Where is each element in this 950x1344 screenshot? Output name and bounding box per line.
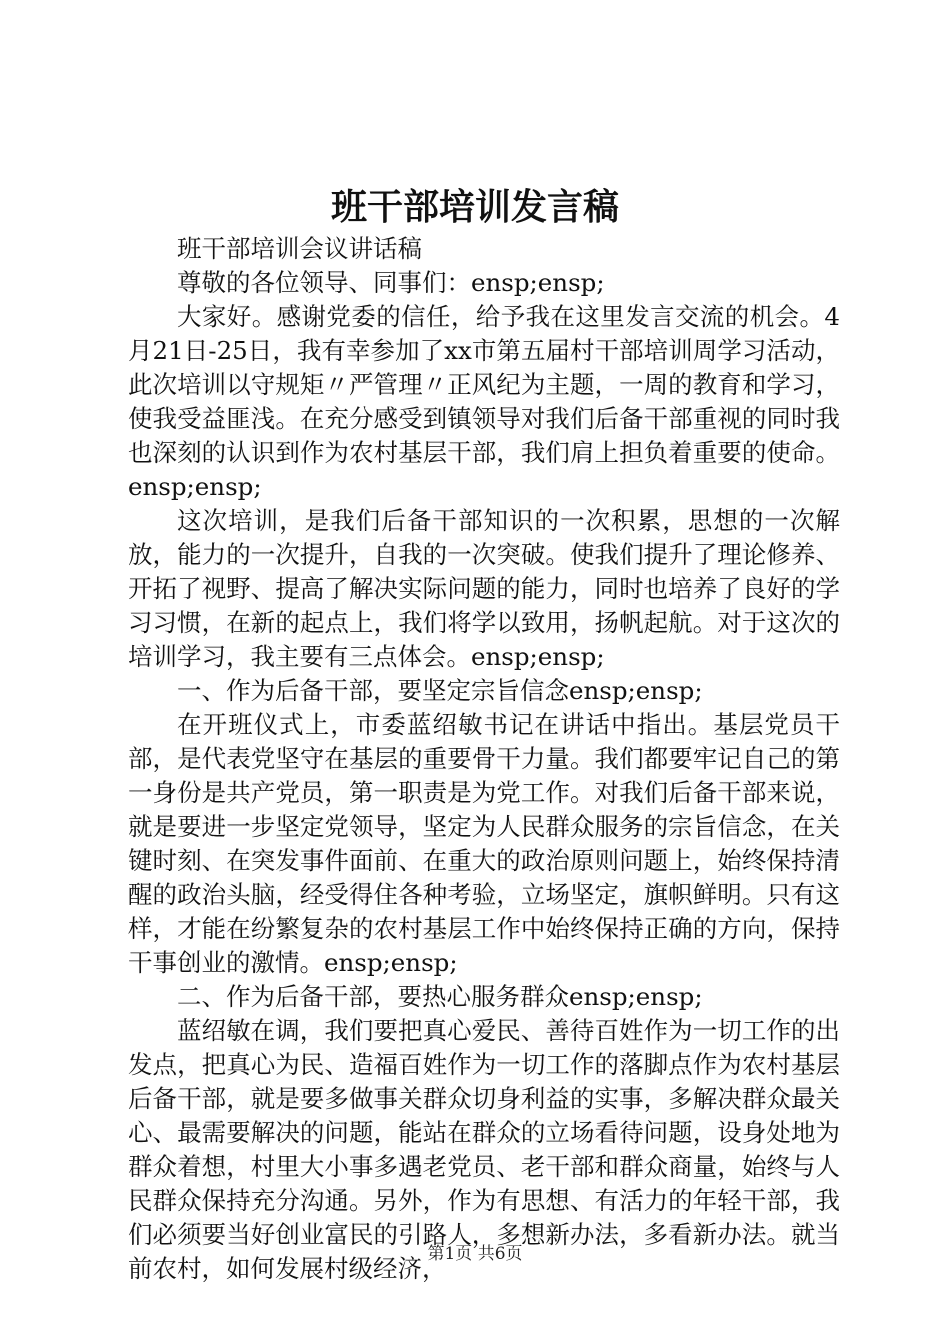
heading-point-one: 一、作为后备干部，要坚定宗旨信念ensp;ensp; bbox=[177, 676, 703, 705]
heading-point-two: 二、作为后备干部，要热心服务群众ensp;ensp; bbox=[177, 982, 703, 1011]
paragraph-intro: 大家好。感谢党委的信任，给予我在这里发言交流的机会。4月21日-25日，我有幸参加了xx市第五届村干部培训周学习活动，此次培训以守规矩〃严管理〃正风纪为主题，一周的教育和学习，使我受益匪浅。在充分感受到镇领导对我们后备干部重视的同时我也深刻的认识到作为农村基层干部，我们肩上担负着重要的使命。ensp;ensp; bbox=[128, 302, 840, 501]
paragraph-point-one: 在开班仪式上，市委蓝绍敏书记在讲话中指出。基层党员干部，是代表党坚守在基层的重要骨干力量。我们都要牢记自己的第一身份是共产党员，第一职责是为党工作。对我们后备干部来说，就是要进一步坚定党领导，坚定为人民群众服务的宗旨信念，在关键时刻、在突发事件面前、在重大的政治原则问题上，始终保持清醒的政治头脑，经受得住各种考验，立场坚定，旗帜鲜明。只有这样，才能在纷繁复杂的农村基层工作中始终保持正确的方向，保持干事创业的激情。ensp;ensp; bbox=[128, 710, 840, 977]
paragraph-point-two: 蓝绍敏在调，我们要把真心爱民、善待百姓作为一切工作的出发点，把真心为民、造福百姓作为一切工作的落脚点作为农村基层后备干部，就是要多做事关群众切身利益的实事，多解决群众最关心、最需要解决的问题，能站在群众的立场看待问题，设身处地为群众着想，村里大小事多遇老党员、老干部和群众商量，始终与人民群众保持充分沟通。另外，作为有思想、有活力的年轻干部，我们必须要当好创业富民的引路人，多想新办法，多看新办法。就当前农村，如何发展村级经济， bbox=[128, 1016, 840, 1283]
paragraph-training-summary: 这次培训，是我们后备干部知识的一次积累，思想的一次解放，能力的一次提升，自我的一次突破。使我们提升了理论修养、开拓了视野、提高了解决实际问题的能力，同时也培养了良好的学习习惯，在新的起点上，我们将学以致用，扬帆起航。对于这次的培训学习，我主要有三点体会。ensp;ensp; bbox=[128, 506, 840, 671]
page-number-footer: 第1页 共6页 bbox=[427, 1244, 523, 1264]
paragraph-salutation: 尊敬的各位领导、同事们：ensp;ensp; bbox=[177, 268, 605, 297]
document-title: 班干部培训发言稿 bbox=[330, 186, 619, 228]
document-body bbox=[128, 232, 840, 1286]
paragraph-subtitle: 班干部培训会议讲话稿 bbox=[177, 234, 422, 263]
